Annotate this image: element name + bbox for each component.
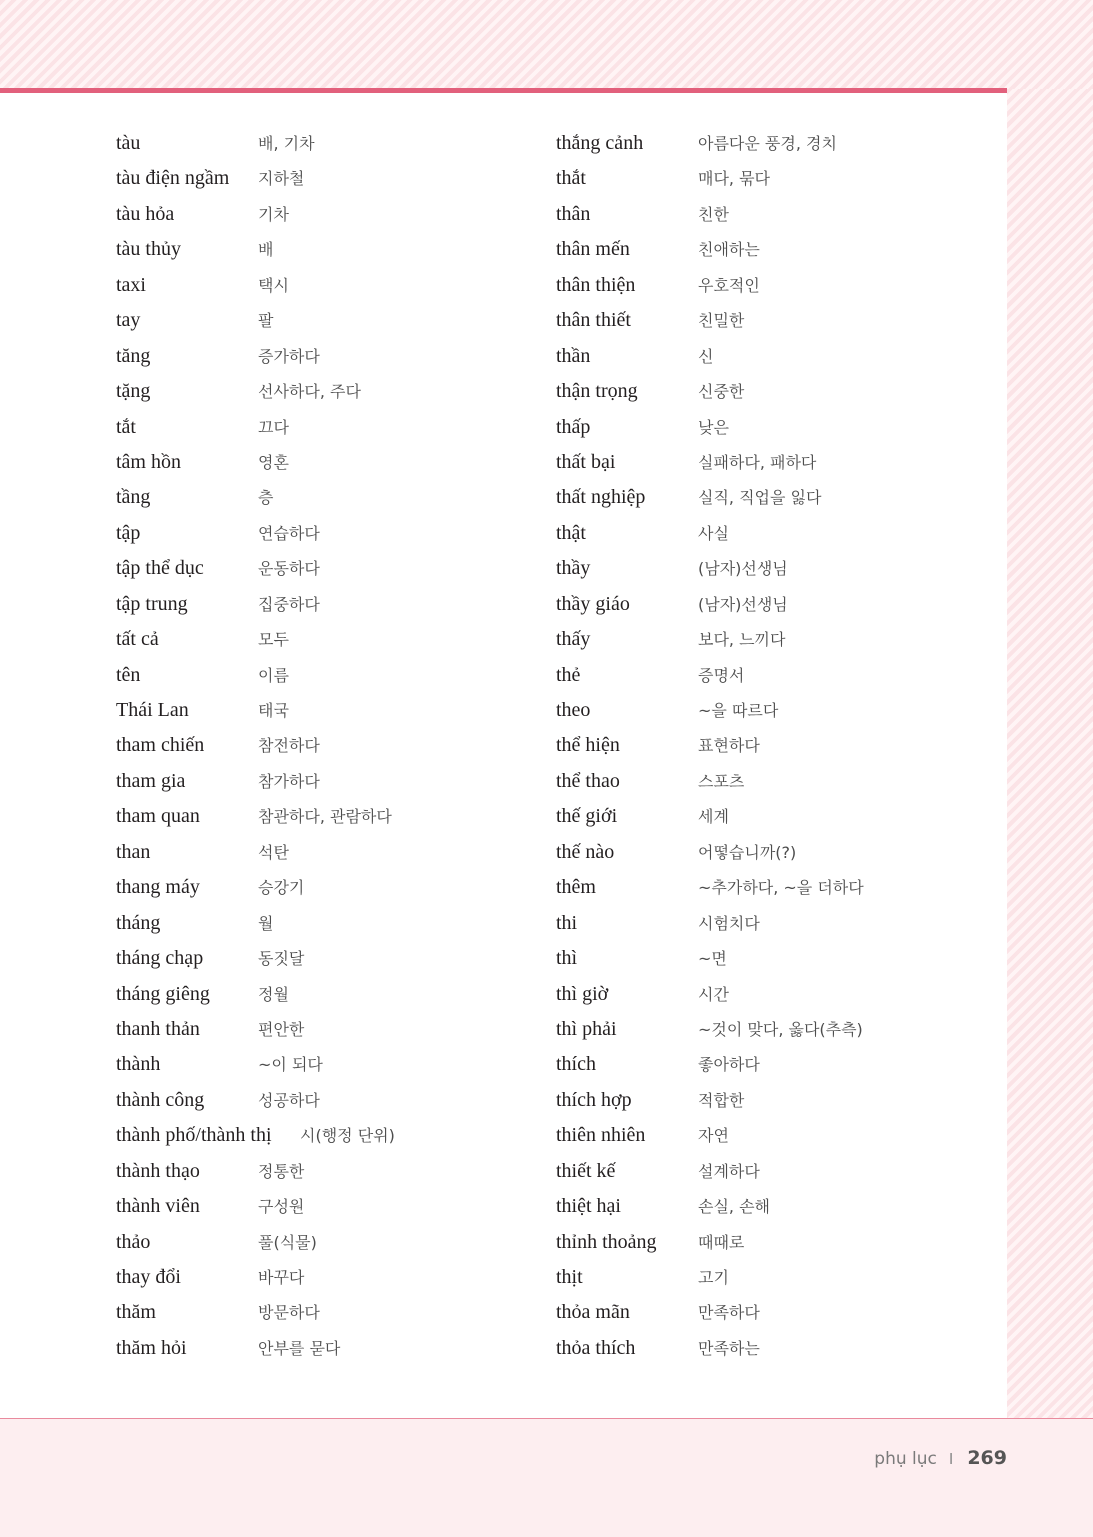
glossary-entry	[116, 799, 536, 834]
header-rule	[0, 88, 1007, 93]
korean-meaning: 지하철	[258, 169, 305, 189]
glossary-entry	[556, 799, 976, 834]
glossary-entry	[556, 1154, 976, 1189]
glossary-entry	[116, 445, 536, 480]
korean-meaning: 시험치다	[698, 913, 760, 933]
korean-meaning: 보다, 느끼다	[698, 630, 786, 650]
glossary-entry	[556, 1012, 976, 1047]
korean-meaning: 배, 기차	[258, 134, 315, 153]
vietnamese-term: tháng	[116, 911, 161, 934]
vietnamese-term: thắng cảnh	[556, 132, 644, 154]
vietnamese-term: tham chiến	[116, 734, 205, 757]
glossary-entry	[116, 693, 536, 728]
korean-meaning: 증가하다	[258, 346, 320, 366]
vietnamese-term: thành thạo	[116, 1159, 200, 1182]
vietnamese-term: thẻ	[556, 663, 581, 686]
vietnamese-term: thang máy	[116, 876, 200, 899]
glossary-entry	[556, 232, 976, 267]
korean-meaning: 신	[698, 346, 714, 366]
glossary-entry	[556, 658, 976, 693]
korean-meaning: 우호적인	[698, 275, 760, 295]
korean-meaning: 아름다운 풍경, 경치	[698, 134, 837, 153]
glossary-entry	[116, 1118, 536, 1153]
glossary-entry	[556, 870, 976, 905]
korean-meaning: 시간	[698, 984, 729, 1004]
glossary-entry	[556, 728, 976, 763]
footer-band	[0, 1418, 1093, 1537]
korean-meaning: 고기	[698, 1268, 729, 1287]
glossary-entry	[116, 410, 536, 445]
vietnamese-term: tặng	[116, 380, 151, 403]
glossary-entry	[556, 835, 976, 870]
korean-meaning: 층	[258, 488, 274, 508]
korean-meaning: 신중한	[698, 382, 745, 402]
glossary-entry	[556, 1083, 976, 1118]
korean-meaning: ~이 되다	[258, 1055, 323, 1075]
vietnamese-term: thiên nhiên	[556, 1124, 646, 1147]
vietnamese-term: thân thiết	[556, 309, 631, 332]
glossary-entry	[556, 1047, 976, 1082]
vietnamese-term: thất bại	[556, 450, 616, 473]
vietnamese-term: thêm	[556, 876, 596, 899]
vietnamese-term: thế giới	[556, 805, 618, 828]
korean-meaning: 승강기	[258, 878, 305, 898]
glossary-entry	[116, 977, 536, 1012]
korean-meaning: 매다, 묶다	[698, 169, 770, 189]
vietnamese-term: thật	[556, 521, 586, 544]
glossary-entry	[116, 1260, 536, 1295]
vietnamese-term: tàu hỏa	[116, 202, 175, 225]
korean-meaning: 이름	[258, 665, 289, 685]
korean-meaning: 바꾸다	[258, 1268, 305, 1287]
korean-meaning: (남자)선생님	[698, 559, 788, 579]
glossary-entry	[556, 445, 976, 480]
vietnamese-term: thanh thản	[116, 1017, 200, 1040]
vietnamese-term: tên	[116, 663, 141, 686]
korean-meaning: 풀(식물)	[258, 1232, 317, 1252]
glossary-entry	[556, 161, 976, 196]
glossary-entry	[116, 622, 536, 657]
korean-meaning: 방문하다	[258, 1303, 320, 1323]
vietnamese-term: tâm hồn	[116, 450, 181, 473]
vietnamese-term: thì giờ	[556, 982, 609, 1005]
korean-meaning: (남자)선생님	[698, 594, 788, 614]
vietnamese-term: thành	[116, 1053, 161, 1076]
glossary-entry	[116, 126, 536, 161]
vietnamese-term: tắt	[116, 415, 136, 438]
vietnamese-term: thỏa mãn	[556, 1301, 630, 1324]
korean-meaning: ~을 따르다	[698, 701, 779, 720]
korean-meaning: 손실, 손해	[698, 1197, 770, 1217]
vietnamese-term: thầy giáo	[556, 592, 630, 615]
korean-meaning: ~면	[698, 949, 727, 969]
vietnamese-term: thầy	[556, 557, 591, 580]
korean-meaning: 실직, 직업을 잃다	[698, 488, 822, 508]
vietnamese-term: thăm	[116, 1301, 156, 1324]
vietnamese-term: thích hợp	[556, 1088, 632, 1111]
vietnamese-term: thể hiện	[556, 734, 620, 757]
vietnamese-term: than	[116, 840, 151, 863]
korean-meaning: 증명서	[698, 665, 745, 685]
glossary-entry	[556, 410, 976, 445]
vietnamese-term: thay đổi	[116, 1266, 181, 1288]
korean-meaning: ~추가하다, ~을 더하다	[698, 878, 864, 898]
glossary-entry	[116, 587, 536, 622]
vietnamese-term: thỉnh thoảng	[556, 1230, 657, 1253]
vietnamese-term: tháng chạp	[116, 947, 204, 970]
glossary-entry	[116, 1331, 536, 1366]
glossary-entry	[116, 161, 536, 196]
korean-meaning: 구성원	[258, 1197, 305, 1217]
korean-meaning: 태국	[258, 701, 289, 720]
korean-meaning: 정월	[258, 984, 289, 1004]
korean-meaning: 친애하는	[698, 240, 760, 260]
korean-meaning: 표현하다	[698, 736, 760, 756]
vietnamese-term: thảo	[116, 1230, 151, 1253]
vietnamese-term: thất nghiệp	[556, 486, 646, 509]
korean-meaning: 팔	[258, 311, 274, 331]
vietnamese-term: thận trọng	[556, 380, 638, 403]
vietnamese-term: thắt	[556, 167, 586, 190]
vietnamese-term: thể thao	[556, 769, 620, 792]
page-number: 269	[967, 1447, 1007, 1469]
korean-meaning: 영혼	[258, 452, 289, 472]
glossary-entry	[116, 764, 536, 799]
glossary-entry	[116, 1189, 536, 1224]
vietnamese-term: thì	[556, 947, 578, 970]
glossary-entry	[116, 870, 536, 905]
glossary-entry	[556, 551, 976, 586]
vietnamese-term: tham gia	[116, 769, 186, 792]
vietnamese-term: thiết kế	[556, 1159, 616, 1182]
vietnamese-term: thiệt hại	[556, 1195, 621, 1218]
footer-separator: I	[948, 1450, 954, 1468]
glossary-entry	[556, 1295, 976, 1330]
vietnamese-term: thấp	[556, 415, 591, 438]
glossary-entry	[556, 1225, 976, 1260]
korean-meaning: 친밀한	[698, 311, 745, 331]
korean-meaning: 성공하다	[258, 1090, 320, 1110]
korean-meaning: 자연	[698, 1126, 729, 1146]
glossary-entry	[116, 1047, 536, 1082]
vietnamese-term: taxi	[116, 273, 146, 296]
glossary-entry	[116, 197, 536, 232]
korean-meaning: 만족하는	[698, 1338, 760, 1358]
vietnamese-term: thi	[556, 911, 578, 934]
vietnamese-term: tháng giêng	[116, 982, 210, 1005]
glossary-entry	[556, 303, 976, 338]
vietnamese-term: thấy	[556, 628, 591, 651]
page-footer	[874, 1440, 1007, 1476]
vietnamese-term: tầng	[116, 486, 151, 509]
korean-meaning: 선사하다, 주다	[258, 382, 361, 402]
vietnamese-term: thăm hỏi	[116, 1336, 187, 1359]
glossary-column-left	[116, 126, 536, 1366]
vietnamese-term: tập thể dục	[116, 557, 204, 580]
glossary-entry	[116, 835, 536, 870]
korean-meaning: 낮은	[698, 417, 729, 437]
korean-meaning: 끄다	[258, 417, 289, 437]
vietnamese-term: thành viên	[116, 1195, 200, 1218]
glossary-entry	[556, 587, 976, 622]
korean-meaning: 시(행정 단위)	[300, 1126, 395, 1146]
glossary-entry	[116, 303, 536, 338]
glossary-entry	[556, 764, 976, 799]
vietnamese-term: thế nào	[556, 840, 615, 863]
glossary-entry	[556, 622, 976, 657]
vietnamese-term: tập trung	[116, 592, 188, 615]
vietnamese-term: thần	[556, 344, 591, 367]
vietnamese-term: Thái Lan	[116, 699, 189, 721]
korean-meaning: 배	[258, 240, 274, 260]
glossary-entry	[116, 941, 536, 976]
glossary-entry	[556, 906, 976, 941]
korean-meaning: 기차	[258, 204, 289, 224]
korean-meaning: 어떻습니까(?)	[698, 842, 797, 862]
korean-meaning: 좋아하다	[698, 1055, 760, 1075]
vietnamese-term: thỏa thích	[556, 1336, 636, 1359]
glossary-entry	[116, 1225, 536, 1260]
vietnamese-term: tàu	[116, 132, 141, 154]
vietnamese-term: theo	[556, 699, 591, 721]
glossary-entry	[556, 977, 976, 1012]
vietnamese-term: thì phải	[556, 1017, 617, 1040]
korean-meaning: 월	[258, 913, 274, 933]
glossary-entry	[556, 516, 976, 551]
glossary-entry	[556, 374, 976, 409]
vietnamese-term: thân mến	[556, 238, 630, 261]
footer-section-label: phụ lục	[874, 1449, 937, 1469]
korean-meaning: 집중하다	[258, 594, 320, 614]
korean-meaning: 운동하다	[258, 559, 320, 579]
glossary-entry	[116, 1083, 536, 1118]
vietnamese-term: tay	[116, 309, 141, 332]
korean-meaning: 참관하다, 관람하다	[258, 807, 392, 827]
korean-meaning: 스포츠	[698, 771, 745, 791]
right-decorative-band	[1007, 89, 1093, 1419]
korean-meaning: 택시	[258, 275, 289, 295]
korean-meaning: 세계	[698, 807, 729, 827]
korean-meaning: 동짓달	[258, 949, 305, 969]
vietnamese-term: thịt	[556, 1266, 583, 1288]
glossary-entry	[116, 1154, 536, 1189]
glossary-entry	[556, 1189, 976, 1224]
glossary-entry	[116, 339, 536, 374]
korean-meaning: 안부를 묻다	[258, 1338, 341, 1358]
glossary-entry	[116, 728, 536, 763]
glossary-entry	[116, 906, 536, 941]
vietnamese-term: tham quan	[116, 805, 200, 828]
korean-meaning: 석탄	[258, 842, 289, 862]
korean-meaning: 정통한	[258, 1161, 305, 1181]
vietnamese-term: tàu thủy	[116, 238, 181, 261]
vietnamese-term: thân	[556, 202, 591, 225]
korean-meaning: 실패하다, 패하다	[698, 452, 817, 472]
korean-meaning: 설계하다	[698, 1161, 760, 1181]
glossary-column-right	[556, 126, 976, 1366]
glossary-entry	[556, 480, 976, 515]
glossary-entry	[116, 480, 536, 515]
korean-meaning: 사실	[698, 523, 729, 543]
korean-meaning: 편안한	[258, 1019, 305, 1039]
glossary-entry	[116, 551, 536, 586]
korean-meaning: ~것이 맞다, 옳다(추측)	[698, 1019, 863, 1039]
korean-meaning: 참전하다	[258, 736, 320, 756]
vietnamese-term: thân thiện	[556, 273, 636, 296]
vietnamese-term: thành công	[116, 1088, 205, 1111]
glossary-entry	[556, 1331, 976, 1366]
glossary-entry	[116, 268, 536, 303]
glossary-entry	[116, 516, 536, 551]
korean-meaning: 적합한	[698, 1090, 745, 1110]
glossary-entry	[116, 1012, 536, 1047]
glossary-entry	[116, 374, 536, 409]
glossary-entry	[116, 232, 536, 267]
top-decorative-band	[0, 0, 1093, 89]
korean-meaning: 친한	[698, 204, 729, 224]
vietnamese-term: thành phố/thành thị	[116, 1124, 272, 1147]
korean-meaning: 만족하다	[698, 1303, 760, 1323]
glossary-entry	[116, 658, 536, 693]
glossary-entry	[556, 197, 976, 232]
korean-meaning: 연습하다	[258, 523, 320, 543]
korean-meaning: 참가하다	[258, 771, 320, 791]
glossary-entry	[556, 339, 976, 374]
korean-meaning: 때때로	[698, 1232, 745, 1252]
glossary-entry	[556, 941, 976, 976]
vietnamese-term: tất cả	[116, 628, 159, 651]
korean-meaning: 모두	[258, 630, 289, 650]
vietnamese-term: tăng	[116, 344, 151, 367]
vietnamese-term: tập	[116, 521, 141, 544]
vietnamese-term: tàu điện ngầm	[116, 167, 230, 190]
glossary-entry	[116, 1295, 536, 1330]
glossary-entry	[556, 1118, 976, 1153]
glossary-entry	[556, 693, 976, 728]
glossary-entry	[556, 268, 976, 303]
vietnamese-term: thích	[556, 1053, 596, 1076]
glossary-entry	[556, 1260, 976, 1295]
glossary-entry	[556, 126, 976, 161]
